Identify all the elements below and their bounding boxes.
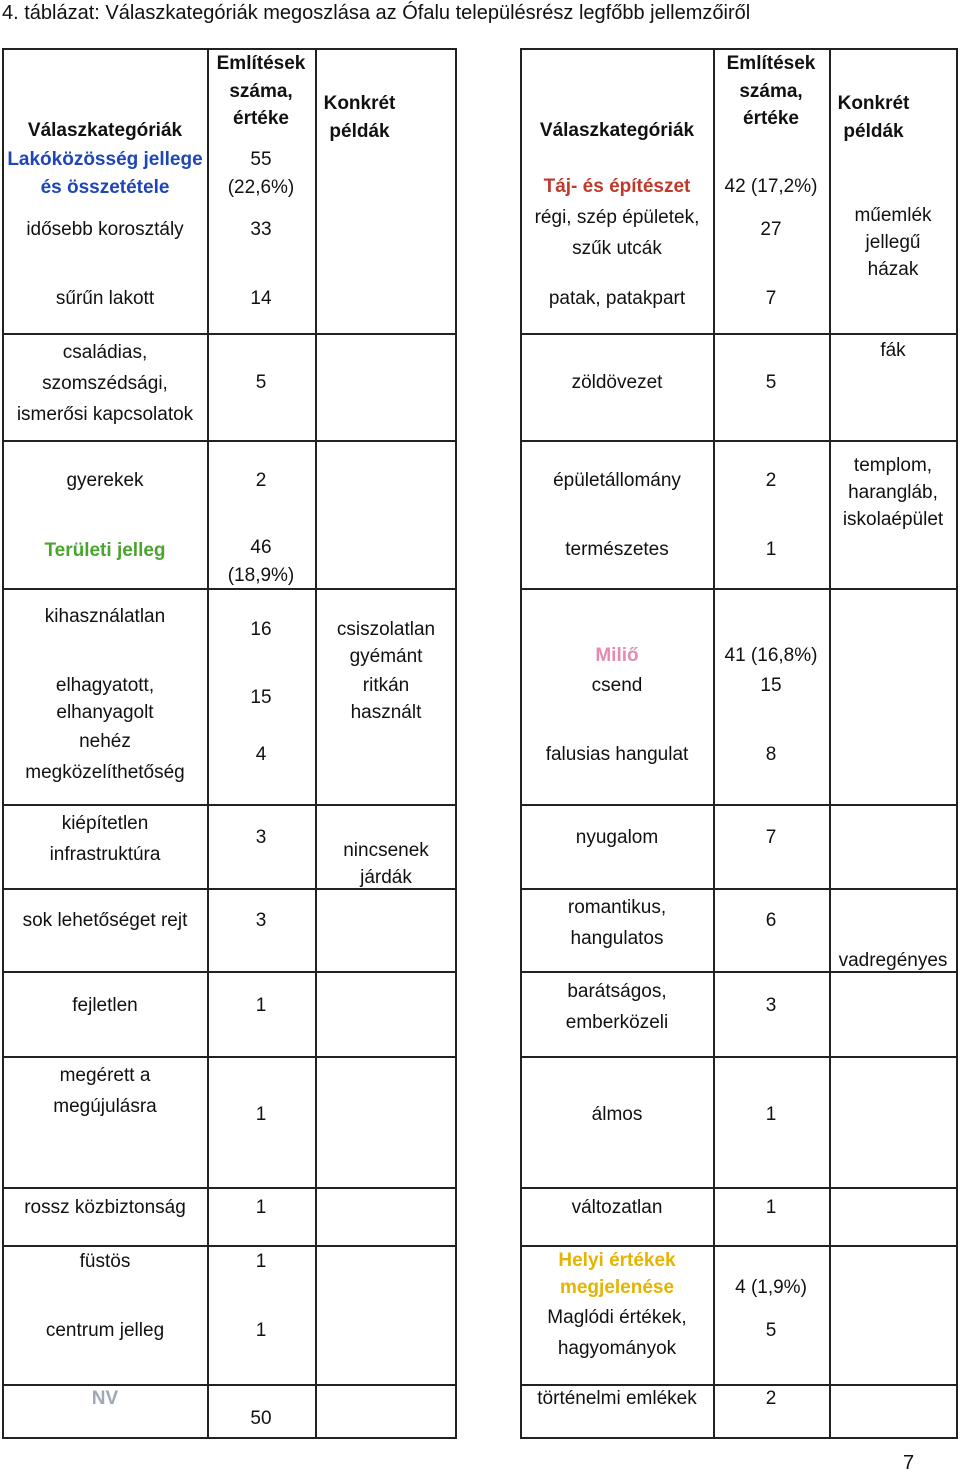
row-idosebb-value: 33 — [250, 219, 272, 240]
example-fak: fák — [880, 340, 906, 361]
row-kihasznalatlan-label: kihasználatlan — [44, 606, 166, 627]
label-line1: Maglódi értékek, — [547, 1307, 687, 1328]
label-line1: romantikus, — [567, 897, 667, 918]
left-header-examples — [317, 90, 402, 145]
row-maglodi-label — [522, 1302, 712, 1364]
category-helyi — [522, 1247, 712, 1301]
count-lakokozosseg — [209, 146, 313, 201]
right-header-category: Válaszkategóriák — [539, 120, 695, 141]
label-line2: megközelíthetőség — [25, 762, 185, 783]
row-sok-label: sok lehetőséget rejt — [22, 910, 188, 931]
label-line1: nehéz — [79, 731, 131, 752]
row-nv-label: NV — [91, 1388, 119, 1409]
left-header-count — [209, 50, 313, 133]
count-line1: 55 — [250, 149, 272, 170]
row-megerett-value: 1 — [255, 1104, 267, 1125]
row-almos-value: 1 — [765, 1104, 777, 1125]
label-line2: infrastruktúra — [49, 844, 161, 865]
row-csaladias-value: 5 — [255, 372, 267, 393]
row-maglodi-value: 5 — [765, 1320, 777, 1341]
count-line1: 46 — [250, 537, 272, 558]
header-examples-line2: példák — [329, 120, 390, 142]
header-examples-line1: Konkrét — [837, 93, 910, 114]
right-header-examples — [831, 90, 916, 145]
label-line1: megérett a — [59, 1065, 151, 1086]
row-tortenelmi-label: történelmi emlékek — [537, 1388, 697, 1409]
row-megerett-label — [4, 1060, 206, 1122]
example-line1: templom, — [853, 455, 933, 476]
row-fustos-label: füstös — [79, 1251, 131, 1272]
header-examples-line2: példák — [843, 120, 904, 142]
row-rossz-label: rossz közbiztonság — [24, 1197, 186, 1218]
example-line2: járdák — [360, 867, 412, 888]
row-centrum-value: 1 — [255, 1320, 267, 1341]
header-count-line2: száma, — [739, 80, 803, 102]
row-csend-label: csend — [591, 675, 643, 696]
row-baratsagos-value: 3 — [765, 995, 777, 1016]
category-lakokozosseg — [4, 146, 206, 201]
category-line1: Lakóközösség jellege — [7, 149, 203, 170]
header-count-line2: száma, — [229, 80, 293, 102]
example-line2: jellegű — [865, 232, 921, 253]
row-epuletallomany-label: épületállomány — [553, 470, 681, 491]
row-zoldovezet-label: zöldövezet — [571, 372, 663, 393]
label-line1: barátságos, — [567, 981, 667, 1002]
row-csaladias-label — [4, 337, 206, 430]
row-romantikus-value: 6 — [765, 910, 777, 931]
count-line2: (22,6%) — [227, 176, 295, 198]
label-line2: hagyományok — [557, 1338, 677, 1359]
example-csiszolatlan — [317, 616, 455, 670]
row-epuletallomany-value: 2 — [765, 470, 777, 491]
count-teruleti — [209, 534, 313, 589]
row-nehez-value: 4 — [255, 744, 267, 765]
category-taj: Táj- és építészet — [543, 176, 691, 197]
row-sok-value: 3 — [255, 910, 267, 931]
label-line2: emberközeli — [565, 1012, 669, 1033]
category-line2: megjelenése — [559, 1277, 675, 1298]
row-regi-label — [522, 202, 712, 264]
example-line1: műemlék — [854, 205, 932, 226]
example-ritkan — [317, 672, 455, 726]
label-line3: ismerősi kapcsolatok — [16, 404, 194, 425]
row-kiepitetlen-label — [4, 808, 206, 870]
row-patak-value: 7 — [765, 288, 777, 309]
row-nyugalom-value: 7 — [765, 827, 777, 848]
row-centrum-label: centrum jelleg — [45, 1320, 165, 1341]
row-fejletlen-value: 1 — [255, 995, 267, 1016]
header-count-line3: értéke — [233, 108, 289, 130]
row-termeszetes-label: természetes — [565, 539, 669, 560]
example-line2: harangláb, — [848, 482, 938, 503]
header-count-line3: értéke — [743, 108, 799, 130]
count-milio: 41 (16,8%) — [724, 645, 818, 666]
row-valtozatlan-label: változatlan — [571, 1197, 663, 1218]
category-line2: és összetétele — [40, 176, 170, 198]
example-muemlek — [831, 202, 955, 283]
row-idosebb-label: idősebb korosztály — [26, 219, 184, 240]
row-fustos-value: 1 — [255, 1251, 267, 1272]
row-nv-value: 50 — [250, 1408, 272, 1429]
row-nyugalom-label: nyugalom — [575, 827, 659, 848]
label-line2: megújulásra — [53, 1096, 157, 1117]
count-line2: (18,9%) — [227, 564, 295, 586]
row-almos-label: álmos — [591, 1104, 643, 1125]
row-tortenelmi-value: 2 — [765, 1388, 777, 1409]
label-line2: elhanyagolt — [56, 702, 154, 723]
header-examples-line1: Konkrét — [323, 93, 396, 114]
label-line2: hangulatos — [570, 928, 664, 949]
example-line1: csiszolatlan — [336, 619, 436, 640]
example-line1: ritkán — [362, 675, 410, 696]
right-header-count — [715, 50, 827, 133]
table-caption: 4. táblázat: Válaszkategóriák megoszlása az Ófalu településrész legfőbb jellemzőiről — [2, 2, 751, 24]
example-line2: használt — [350, 702, 422, 723]
row-gyerekek-label: gyerekek — [66, 470, 144, 491]
label-line1: elhagyatott, — [55, 675, 155, 696]
row-surun-value: 14 — [250, 288, 272, 309]
row-elhagyatott-value: 15 — [250, 687, 272, 708]
header-count-line1: Említések — [726, 53, 816, 74]
row-patak-label: patak, patakpart — [548, 288, 686, 309]
row-zoldovezet-value: 5 — [765, 372, 777, 393]
row-regi-value: 27 — [760, 219, 782, 240]
label-line1: kiépítetlen — [61, 813, 149, 834]
row-fejletlen-label: fejletlen — [72, 995, 138, 1016]
page-number: 7 — [903, 1452, 915, 1474]
count-helyi: 4 (1,9%) — [735, 1277, 807, 1298]
row-gyerekek-value: 2 — [255, 470, 267, 491]
row-falusias-value: 8 — [765, 744, 777, 765]
count-taj: 42 (17,2%) — [724, 176, 818, 197]
row-csend-value: 15 — [760, 675, 782, 696]
row-termeszetes-value: 1 — [765, 539, 777, 560]
category-milio: Miliő — [595, 645, 639, 666]
example-line1: nincsenek — [343, 840, 429, 861]
category-teruleti: Területi jelleg — [44, 540, 166, 561]
example-line3: iskolaépület — [842, 509, 944, 530]
row-kihasznalatlan-value: 16 — [250, 619, 272, 640]
example-line3: házak — [867, 259, 919, 280]
header-count-line1: Említések — [216, 53, 306, 74]
label-line2: szomszédsági, — [42, 373, 168, 394]
row-nehez-label — [4, 726, 206, 788]
example-nincsenek — [317, 837, 455, 891]
label-line1: családias, — [62, 342, 148, 363]
row-surun-label: sűrűn lakott — [55, 288, 155, 309]
row-valtozatlan-value: 1 — [765, 1197, 777, 1218]
row-kiepitetlen-value: 3 — [255, 827, 267, 848]
row-elhagyatott-label — [4, 672, 206, 726]
example-templom — [831, 452, 955, 533]
category-line1: Helyi értékek — [558, 1250, 676, 1271]
row-baratsagos-label — [522, 976, 712, 1038]
row-rossz-value: 1 — [255, 1197, 267, 1218]
row-romantikus-label — [522, 892, 712, 954]
label-line1: régi, szép épületek, — [534, 207, 700, 228]
example-line2: gyémánt — [349, 646, 423, 667]
label-line2: szűk utcák — [572, 238, 662, 259]
left-header-category: Válaszkategóriák — [27, 120, 183, 141]
row-falusias-label: falusias hangulat — [545, 744, 689, 765]
example-vadregenyes: vadregényes — [838, 950, 948, 971]
